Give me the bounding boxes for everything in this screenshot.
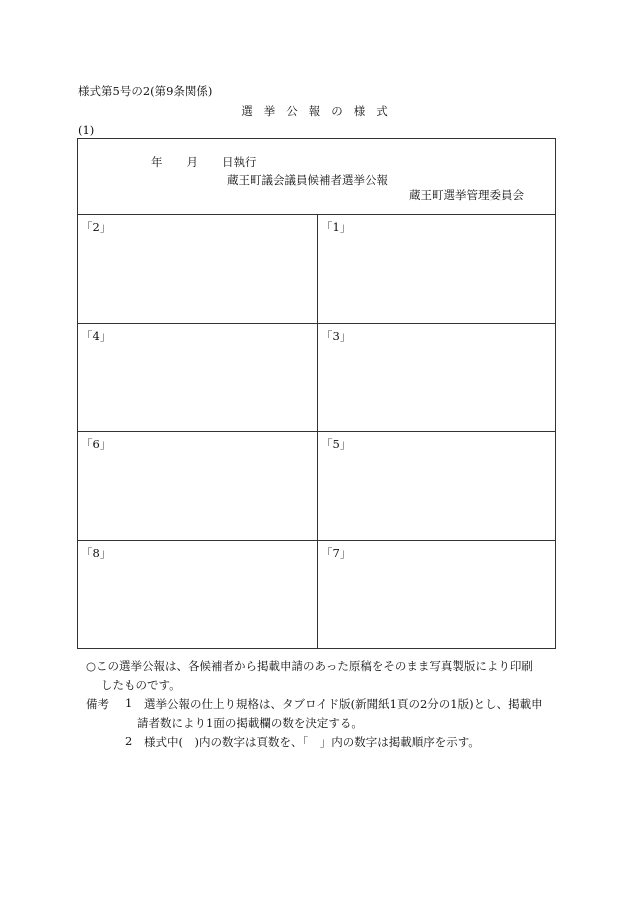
note-text: ○この選挙公報は、各候補者から掲載申請のあった原稿をそのまま写真製版により印刷 — [86, 659, 533, 673]
slot-number: 「6」 — [81, 437, 112, 451]
candidate-slot-2 — [78, 215, 317, 323]
remark-2-text: 様式中( )内の数字は頁数を、「 」内の数字は掲載順序を示す。 — [144, 735, 480, 749]
remarks-label: 備考 — [86, 697, 109, 711]
slot-number: 「5」 — [321, 437, 352, 451]
remark-1-number: 1 — [125, 696, 133, 710]
candidate-slot-8 — [78, 541, 317, 648]
candidate-slot-4 — [78, 324, 317, 431]
slot-number: 「3」 — [321, 329, 352, 343]
election-name: 蔵王町議会議員候補者選挙公報 — [227, 173, 388, 187]
slot-number: 「7」 — [321, 546, 352, 560]
remark-1-text: 選挙公報の仕上り規格は、タブロイド版(新聞紙1頁の2分の1版)とし、掲載申 — [144, 697, 543, 711]
day-exec-label: 日執行 — [222, 155, 257, 169]
form-reference: 様式第5号の2(第9条関係) — [78, 84, 213, 98]
election-commission: 蔵王町選挙管理委員会 — [409, 188, 524, 202]
document-title: 選挙公報の様式 — [241, 104, 399, 118]
candidate-slot-5 — [318, 432, 557, 540]
remark-1-text-continued: 請者数により1面の掲載欄の数を決定する。 — [137, 716, 363, 730]
slot-number: 「8」 — [81, 546, 112, 560]
bulletin-frame — [77, 138, 556, 649]
candidate-slot-7 — [318, 541, 557, 648]
bulletin-header — [78, 139, 555, 215]
note-text-continued: したものです。 — [101, 678, 181, 692]
slot-number: 「4」 — [81, 329, 112, 343]
year-label: 年 — [151, 155, 163, 169]
execution-date — [151, 154, 257, 170]
candidate-slot-6 — [78, 432, 317, 540]
slot-number: 「2」 — [81, 220, 112, 234]
candidate-grid — [78, 215, 555, 648]
candidate-slot-3 — [318, 324, 557, 431]
candidate-slot-1 — [318, 215, 557, 323]
slot-number: 「1」 — [321, 220, 352, 234]
remark-2-number: 2 — [125, 734, 133, 748]
month-label: 月 — [186, 155, 198, 169]
page-number: (1) — [78, 123, 95, 137]
